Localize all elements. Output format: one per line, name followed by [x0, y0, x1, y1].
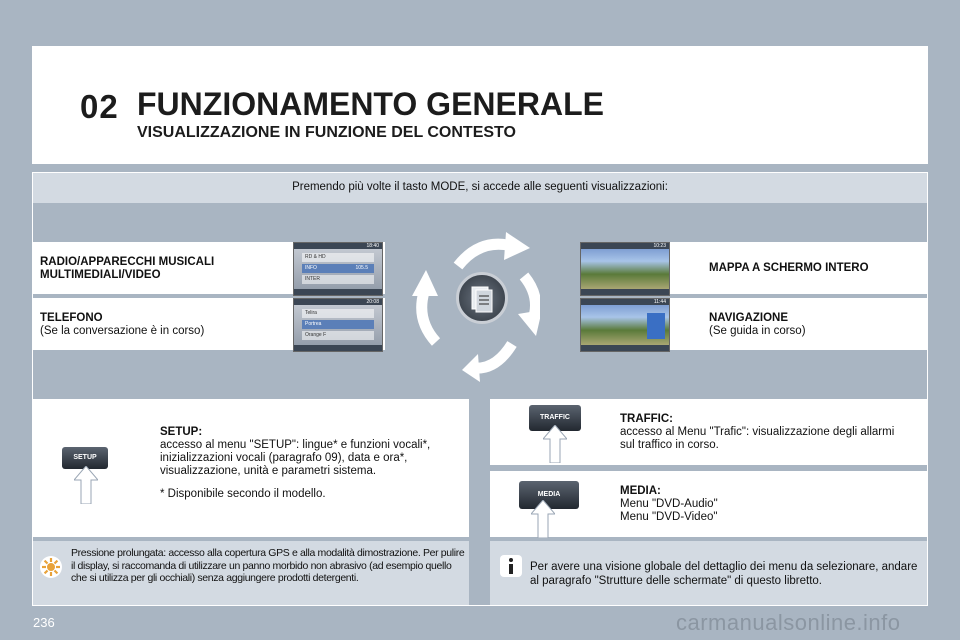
nav-direction-panel	[647, 313, 665, 339]
radio-row-label: INFO	[305, 265, 317, 271]
note-right	[490, 541, 927, 605]
radio-frequency: 105.5	[355, 265, 368, 271]
mode-telefono-detail: (Se la conversazione è in corso)	[40, 325, 205, 337]
settings-gear-icon	[39, 555, 63, 579]
screen-bottom-bar	[294, 289, 382, 295]
media-key-button[interactable]: MEDIA	[519, 481, 579, 509]
mode-mappa-label	[709, 262, 869, 275]
document-icon	[470, 285, 494, 313]
setup-title: SETUP:	[160, 426, 203, 438]
intro-text: Premendo più volte il tasto MODE, si accede alle seguenti visualizzazioni:	[292, 181, 668, 193]
setup-text	[160, 426, 460, 478]
note-right-text: Per avere una visione globale del dettaglio dei menu da selezionare, andare al paragrafo "Strutture delle schermate" di questo libretto.	[530, 561, 918, 587]
radio-row: INTER	[302, 275, 374, 284]
watermark: carmanualsonline.info	[676, 610, 901, 635]
phone-time: 20:08	[366, 299, 379, 305]
phone-screen-thumbnail	[293, 298, 383, 352]
screen-bottom-bar	[581, 289, 669, 295]
page-subtitle: VISUALIZZAZIONE IN FUNZIONE DEL CONTESTO	[137, 124, 516, 141]
radio-row-selected	[302, 264, 374, 273]
info-icon	[500, 555, 522, 577]
page-number: 236	[33, 615, 55, 630]
page-title: FUNZIONAMENTO GENERALE	[137, 86, 604, 122]
traffic-description: accesso al Menu "Trafic": visualizzazione degli allarmi sul traffico in corso.	[620, 426, 895, 451]
curved-arrow-icon	[412, 262, 452, 352]
setup-key-button[interactable]: SETUP	[62, 447, 108, 469]
navigation-screen-thumbnail	[580, 298, 670, 352]
mode-navigazione-label	[709, 312, 806, 338]
traffic-title: TRAFFIC:	[620, 413, 674, 425]
arrow-up-icon	[74, 466, 98, 504]
radio-screen-thumbnail	[293, 242, 383, 296]
mode-telefono-title: TELEFONO	[40, 312, 103, 324]
mode-telefono-label	[40, 312, 204, 338]
arrow-up-icon	[543, 425, 567, 463]
traffic-text	[620, 413, 910, 452]
mode-radio-label	[40, 256, 214, 282]
phone-row-selected: Portrea	[302, 320, 374, 329]
chapter-number: 02	[80, 88, 119, 125]
radio-time: 18:40	[366, 243, 379, 249]
mode-mappa-title: MAPPA A SCHERMO INTERO	[709, 262, 869, 274]
mode-radio-line1: RADIO/APPARECCHI MUSICALI	[40, 256, 215, 268]
traffic-key-button[interactable]: TRAFFIC	[529, 405, 581, 431]
mode-radio-line2: MULTIMEDIALI/VIDEO	[40, 269, 161, 281]
arrow-up-icon	[531, 500, 555, 538]
note-left-text: Pressione prolungata: accesso alla copertura GPS e alla modalità dimostrazione. Per pulire il display, si raccomanda di utilizzare un panno morbido non abrasivo (ad esempio quello che si utilizza per gli occhiali) senza aggiungere prodotti detergenti.	[71, 547, 465, 584]
note-left	[33, 541, 469, 605]
media-line1: Menu "DVD-Audio"	[620, 498, 718, 510]
intro-bar	[33, 173, 927, 203]
media-title: MEDIA:	[620, 485, 661, 497]
setup-footnote: * Disponibile secondo il modello.	[160, 488, 326, 500]
phone-row: Telira	[302, 309, 374, 318]
mode-navigazione-title: NAVIGAZIONE	[709, 312, 789, 324]
mode-navigazione-detail: (Se guida in corso)	[709, 325, 806, 337]
map-time: 10:23	[653, 243, 666, 249]
screen-bottom-bar	[294, 345, 382, 351]
screen-bottom-bar	[581, 345, 669, 351]
radio-row: RD & HD	[302, 253, 374, 262]
phone-row: Orange F	[302, 331, 374, 340]
map-screen-thumbnail	[580, 242, 670, 296]
setup-description: accesso al menu "SETUP": lingue* e funzioni vocali*, inizializzazioni vocali (paragrafo 09), data e ora*, visualizzazione, unità e parametri sistema.	[160, 439, 431, 477]
nav-time: 11:44	[653, 299, 666, 305]
mode-icon	[456, 272, 508, 324]
media-line2: Menu "DVD-Video"	[620, 511, 718, 523]
media-text	[620, 485, 910, 524]
